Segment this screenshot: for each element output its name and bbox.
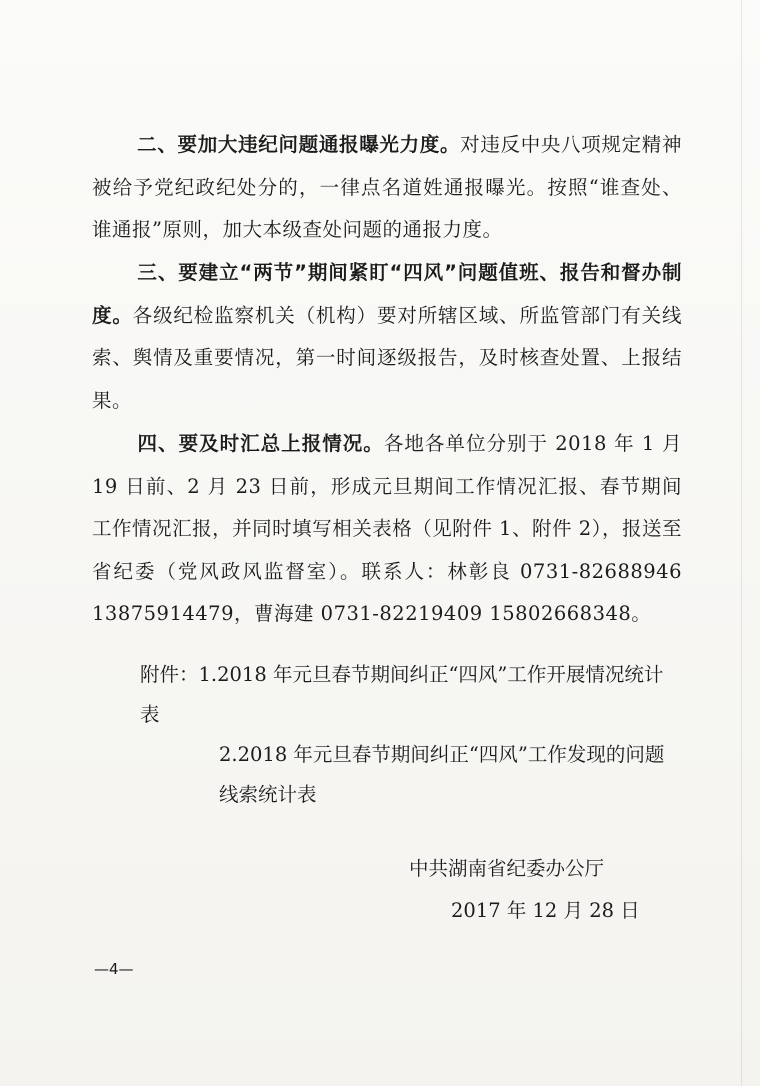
paragraph-body: 对违反中央八项规定精神被给予党纪政纪处分的，一律点名道姓通报曝光。按照“谁查处、谁通报”原则，加大本级查处问题的通报力度。 <box>92 133 682 241</box>
signature-block <box>409 848 689 932</box>
page-edge-line <box>741 0 742 1086</box>
paragraph-body: 各级纪检监察机关（机构）要对所辖区域、所监管部门有关线索、舆情及重要情况，第一时间逐级报告，及时核查处置、上报结果。 <box>92 303 682 412</box>
attachment-1 <box>140 655 680 735</box>
page-number: —4— <box>94 960 134 978</box>
attachment-label: 附件： <box>140 663 199 686</box>
paragraph-heading: 三、要建立“两节”期间紧盯“四风”问题值班、报告和督办制度。 <box>92 261 682 327</box>
paragraph-heading: 二、要加大违纪问题通报曝光力度。 <box>137 133 461 156</box>
attachment-item-2: 2.2018 年元旦春节期间纠正“四风”工作发现的问题线索统计表 <box>219 743 665 806</box>
paragraph-body: 各地各单位分别于 2018 年 1 月 19 日前、2 月 23 日前，形成元旦期间工作情况汇报、春节期间工作情况汇报，并同时填写相关表格（见附件 1、附件 2），报送至省纪委（党风政风监督室）。联系人：林彰良 0731-82688946 13875914479，曹海建 0731-82219409 15802668348。 <box>92 432 682 625</box>
issuing-organization: 中共湖南省纪委办公厅 <box>409 857 605 880</box>
attachment-2 <box>219 735 679 815</box>
paragraph-heading: 四、要及时汇总上报情况。 <box>137 432 384 455</box>
issue-date: 2017 年 12 月 28 日 <box>451 899 640 922</box>
paragraph-4 <box>92 423 682 636</box>
attachment-item-1: 1.2018 年元旦春节期间纠正“四风”工作开展情况统计表 <box>140 663 664 726</box>
paragraph-3 <box>92 252 682 422</box>
paragraph-2 <box>92 124 682 252</box>
